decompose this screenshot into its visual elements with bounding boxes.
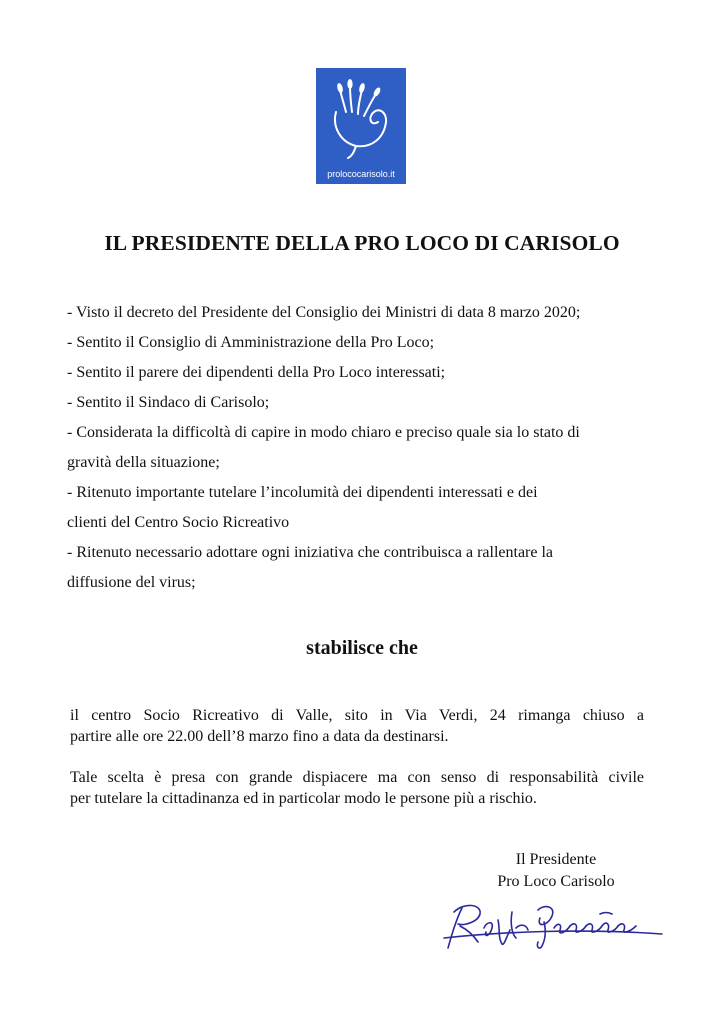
considerations-list: [67, 298, 667, 598]
signatory-organization: Pro Loco Carisolo: [497, 873, 615, 890]
pro-loco-logo: [316, 68, 406, 184]
plant-emblem-icon: [316, 68, 406, 164]
decision-paragraph: [70, 705, 644, 747]
consideration-line: - Sentito il parere dei dipendenti della Pro Loco interessati;: [67, 364, 446, 381]
consideration-line: gravità della situazione;: [67, 454, 220, 471]
consideration-line: - Sentito il Consiglio di Amministrazione della Pro Loco;: [67, 334, 435, 351]
document-title: IL PRESIDENTE DELLA PRO LOCO DI CARISOLO: [104, 231, 620, 255]
consideration-line: - Ritenuto necessario adottare ogni iniziativa che contribuisca a rallentare la: [67, 544, 554, 561]
handwritten-signature: [440, 898, 670, 958]
logo-website-text: prolococarisolo.it: [327, 169, 395, 179]
consideration-line: - Visto il decreto del Presidente del Consiglio dei Ministri di data 8 marzo 2020;: [67, 304, 581, 321]
decision-line: partire alle ore 22.00 dell’8 marzo fino a data da destinarsi.: [70, 728, 449, 745]
note-line: per tutelare la cittadinanza ed in particolar modo le persone più a rischio.: [70, 790, 537, 807]
note-line: Tale scelta è presa con grande dispiacere ma con senso di responsabilità civile: [70, 769, 644, 786]
signatory-block: [481, 849, 631, 893]
consideration-line: clienti del Centro Socio Ricreativo: [67, 514, 290, 531]
note-paragraph: [70, 767, 644, 809]
consideration-line: diffusione del virus;: [67, 574, 196, 591]
signatory-role: Il Presidente: [515, 851, 597, 868]
decision-heading: stabilisce che: [306, 637, 418, 659]
decision-line: il centro Socio Ricreativo di Valle, sito in Via Verdi, 24 rimanga chiuso a: [70, 707, 644, 724]
consideration-line: - Sentito il Sindaco di Carisolo;: [67, 394, 270, 411]
consideration-line: - Ritenuto importante tutelare l’incolumità dei dipendenti interessati e dei: [67, 484, 538, 501]
consideration-line: - Considerata la difficoltà di capire in modo chiaro e preciso quale sia lo stato di: [67, 424, 580, 441]
